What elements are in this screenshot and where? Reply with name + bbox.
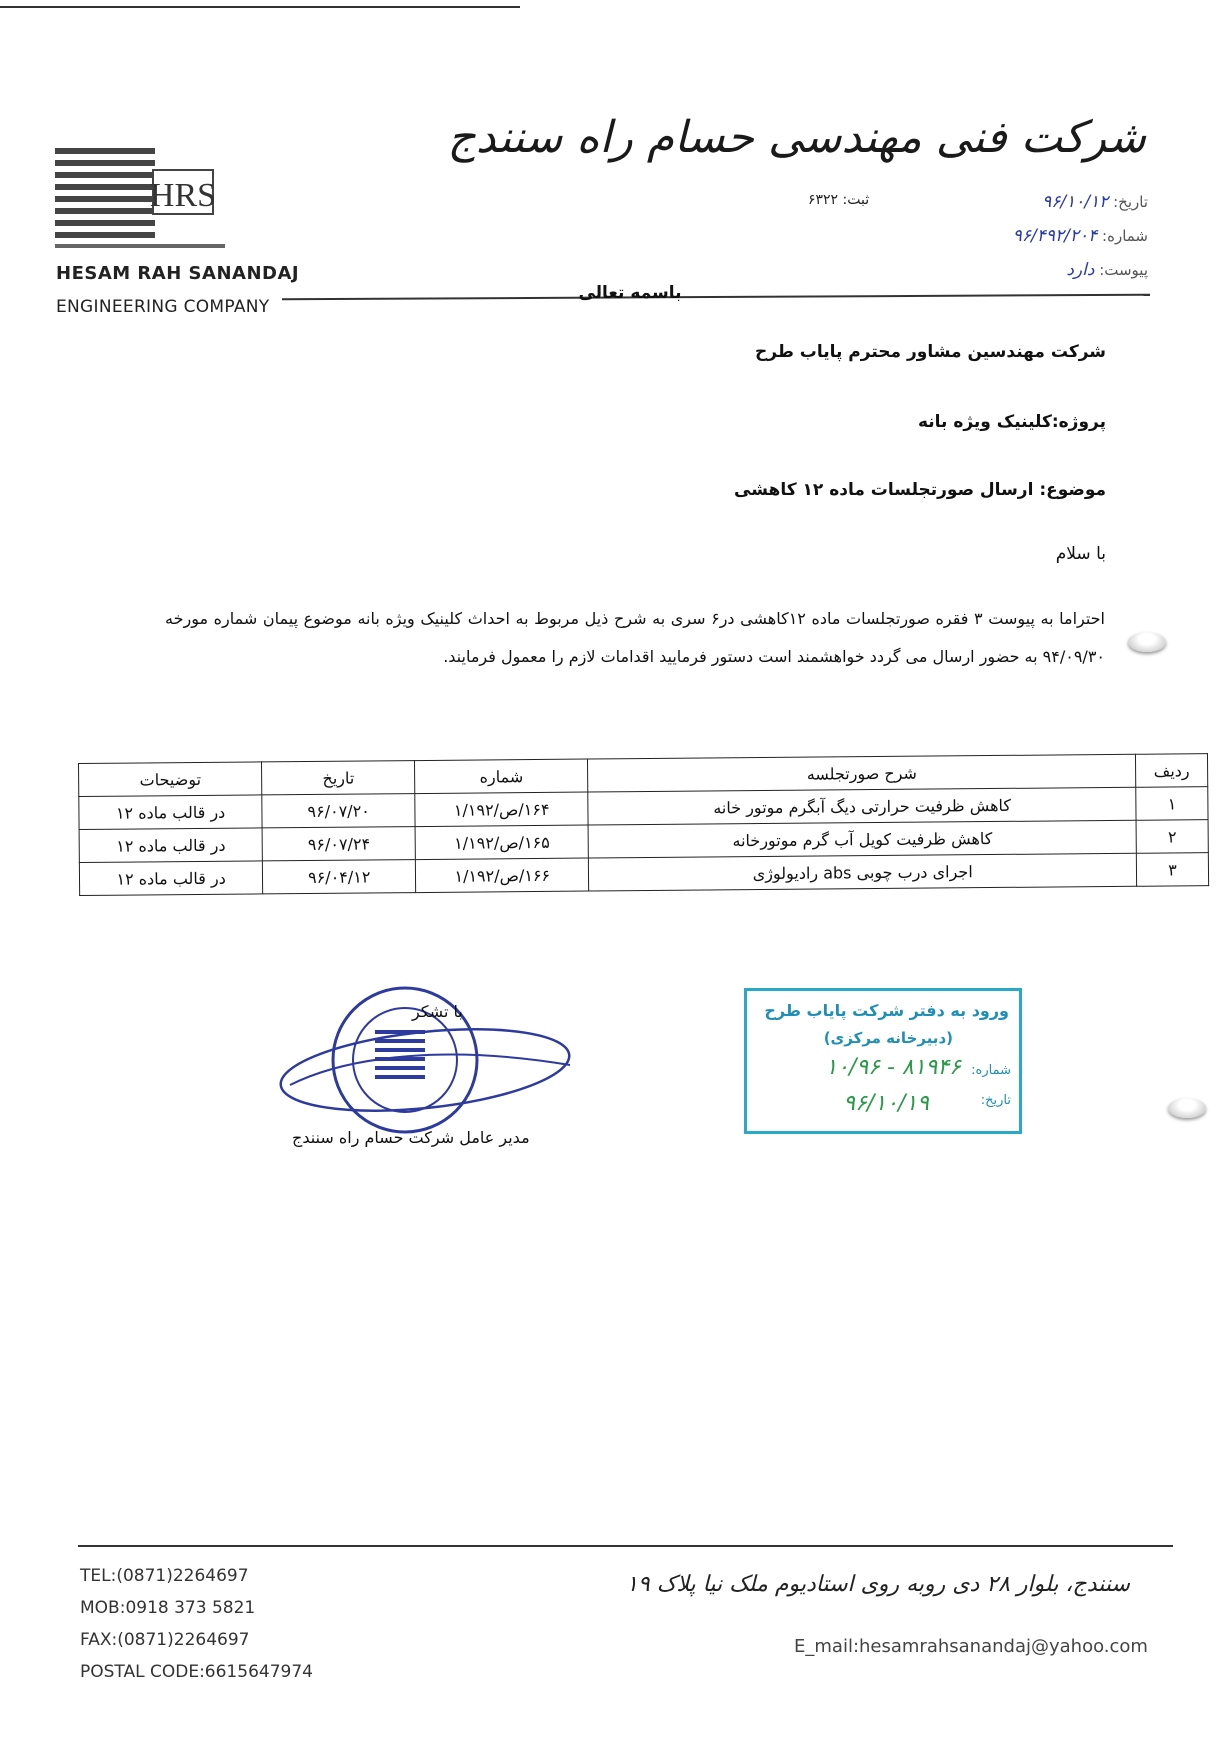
cell-date: ۹۶/۰۷/۲۰ bbox=[262, 794, 415, 828]
meta-attachment-value: دارد bbox=[1066, 260, 1095, 280]
footer-mob: MOB:0918 373 5821 bbox=[80, 1598, 256, 1618]
meta-date-label: تاریخ: bbox=[1113, 193, 1148, 211]
project-line: پروژه:کلینیک ویژه بانه bbox=[917, 412, 1106, 432]
bismillah: باسمه تعالی bbox=[578, 283, 682, 303]
col-header-notes: توضیحات bbox=[79, 762, 263, 797]
footer-email: E_mail:hesamrahsanandaj@yahoo.com bbox=[794, 1636, 1148, 1657]
cell-notes: در قالب ماده ۱۲ bbox=[79, 795, 263, 830]
cell-description: کاهش ظرفیت حرارتی دیگ آبگرم موتور خانه bbox=[588, 787, 1136, 825]
footer-divider bbox=[78, 1545, 1173, 1547]
cell-date: ۹۶/۰۴/۱۲ bbox=[263, 860, 416, 894]
meta-date-value: ۹۶/۱۰/۱۲ bbox=[1042, 192, 1109, 212]
subject-line: موضوع: ارسال صورتجلسات ماده ۱۲ کاهشی bbox=[734, 480, 1106, 500]
cell-description: اجرای درب چوبی abs رادیولوژی bbox=[589, 853, 1137, 891]
registration-number: ثبت: ۶۳۲۲ bbox=[808, 192, 870, 208]
meta-number-value: ۹۶/۴۹۲/۲۰۴ bbox=[1012, 226, 1098, 246]
col-header-description: شرح صورتجلسه bbox=[588, 754, 1136, 792]
cell-notes: در قالب ماده ۱۲ bbox=[79, 828, 263, 863]
meta-attachment bbox=[1066, 260, 1148, 280]
punch-hole bbox=[1128, 632, 1166, 652]
meta-attachment-label: پیوست: bbox=[1099, 261, 1148, 279]
stamp-number-value: ۱۰/۹۶ - ۸۱۹۴۶ bbox=[825, 1055, 961, 1080]
scan-edge-line bbox=[0, 6, 520, 8]
logo-company-name: HESAM RAH SANANDAJ bbox=[56, 263, 300, 284]
footer-postal: POSTAL CODE:6615647974 bbox=[80, 1662, 313, 1682]
greeting: با سلام bbox=[1055, 544, 1106, 564]
recipient: شرکت مهندسین مشاور محترم پایاب طرح bbox=[755, 342, 1106, 362]
cell-notes: در قالب ماده ۱۲ bbox=[79, 861, 263, 896]
cell-number: ۱۶۴/ص/۱/۱۹۲ bbox=[415, 792, 588, 827]
meta-date bbox=[1042, 192, 1148, 212]
meta-number bbox=[1013, 226, 1148, 246]
logo-company-type: ENGINEERING COMPANY bbox=[56, 297, 270, 317]
stamp-number-label: شماره: bbox=[971, 1063, 1011, 1078]
footer-fax: FAX:(0871)2264697 bbox=[80, 1630, 250, 1650]
cell-row-no: ۳ bbox=[1136, 853, 1208, 887]
cell-description: کاهش ظرفیت کویل آب گرم موتورخانه bbox=[588, 820, 1136, 858]
punch-hole bbox=[1168, 1098, 1206, 1118]
stamp-date-label: تاریخ: bbox=[980, 1093, 1011, 1108]
cell-number: ۱۶۵/ص/۱/۱۹۲ bbox=[415, 825, 588, 860]
cell-date: ۹۶/۰۷/۲۴ bbox=[262, 827, 415, 861]
col-header-row-no: ردیف bbox=[1136, 754, 1208, 788]
letter-body: احتراما به پیوست ۳ فقره صورتجلسات ماده ۱۲کاهشی در۶ سری به شرح ذیل مربوط به احداث کلینیک ویژه بانه موضوع پیمان شماره مورخه ۹۴/۰۹/۳۰ به حضور ارسال می گردد خواهشمند است دستور فرمایید اقدامات لازم را معمول فرمایند. bbox=[165, 609, 1106, 666]
footer-address: سنندج، بلوار ۲۸ دی روبه روی استادیوم ملک نیا پلاک ۱۹ bbox=[626, 1572, 1130, 1597]
col-header-number: شماره bbox=[415, 759, 588, 794]
closing-thanks: با تشکر bbox=[412, 1002, 463, 1021]
company-name-fa: شرکت فنی مهندسی حسام راه سنندج bbox=[447, 112, 1146, 163]
svg-text:HRS: HRS bbox=[149, 177, 217, 214]
meta-number-label: شماره: bbox=[1102, 227, 1148, 245]
company-logo bbox=[55, 148, 225, 258]
cell-row-no: ۱ bbox=[1136, 787, 1208, 821]
minutes-table bbox=[78, 753, 1209, 896]
footer-tel: TEL:(0871)2264697 bbox=[80, 1566, 249, 1586]
receipt-stamp bbox=[744, 988, 1022, 1134]
cell-number: ۱۶۶/ص/۱/۱۹۲ bbox=[416, 858, 589, 893]
stamp-date-value: ۹۶/۱۰/۱۹ bbox=[843, 1091, 929, 1116]
stamp-line1: ورود به دفتر شرکت پایاب طرح bbox=[764, 1001, 1009, 1020]
cell-row-no: ۲ bbox=[1136, 820, 1208, 854]
signatory-title: مدیر عامل شرکت حسام راه سنندج bbox=[292, 1128, 530, 1147]
col-header-date: تاریخ bbox=[262, 761, 415, 795]
stamp-line2: (دبیرخانه مرکزی) bbox=[823, 1029, 953, 1047]
